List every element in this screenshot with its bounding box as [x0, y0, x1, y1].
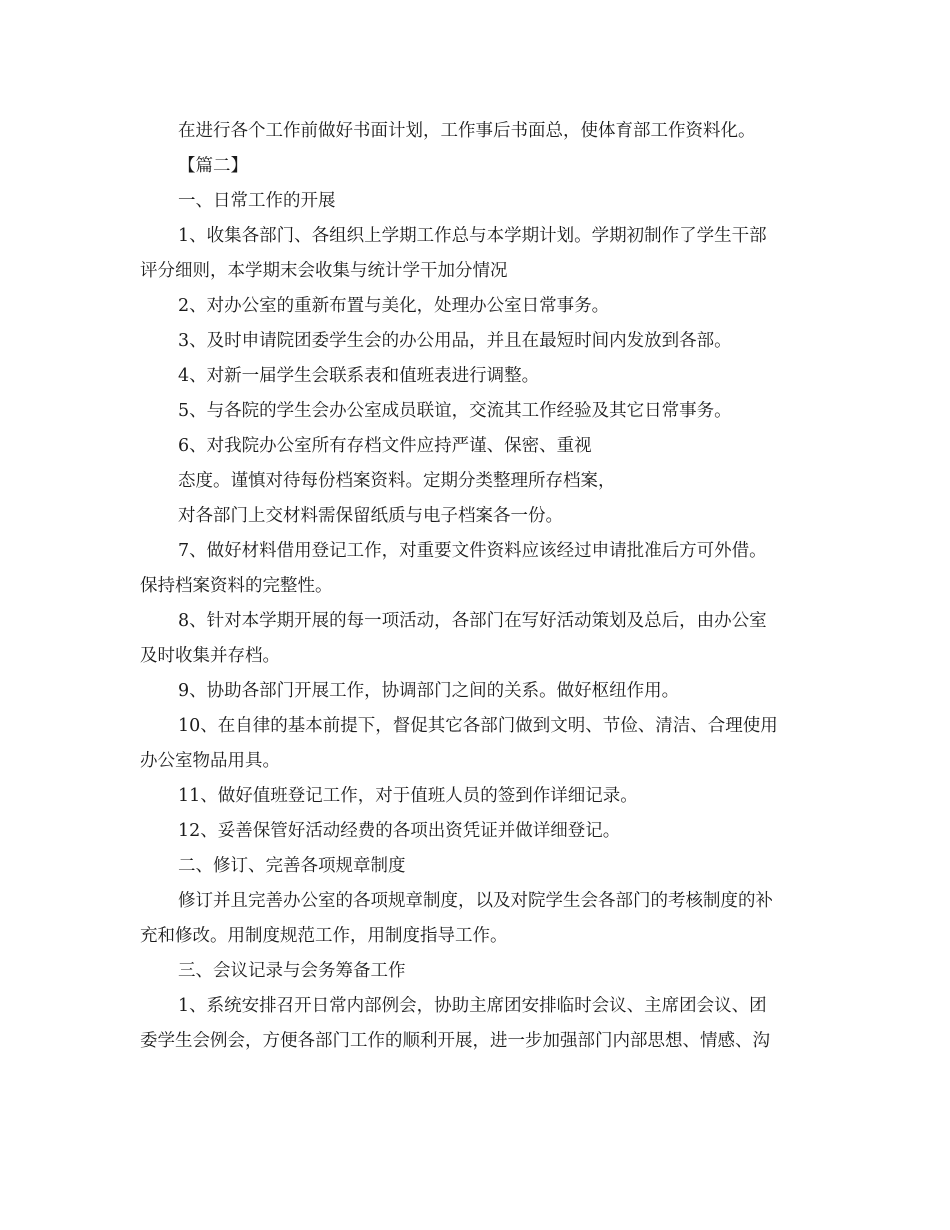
text-line: 充和修改。用制度规范工作，用制度指导工作。 [140, 926, 508, 946]
text-line: 保持档案资料的完整性。 [140, 576, 333, 596]
text-line: 5、与各院的学生会办公室成员联谊，交流其工作经验及其它日常事务。 [178, 401, 732, 421]
text-line: 10、在自律的基本前提下，督促其它各部门做到文明、节俭、清洁、合理使用 [178, 716, 778, 736]
text-line: 2、对办公室的重新布置与美化，处理办公室日常事务。 [178, 296, 610, 316]
text-line: 一、日常工作的开展 [178, 191, 336, 211]
text-line: 1、系统安排召开日常内部例会，协助主席团安排临时会议、主席团会议、团 [178, 996, 767, 1016]
text-line: 三、会议记录与会务筹备工作 [178, 961, 406, 981]
text-line: 6、对我院办公室所有存档文件应持严谨、保密、重视 [178, 436, 592, 456]
text-line: 委学生会例会，方便各部门工作的顺利开展，进一步加强部门内部思想、情感、沟 [140, 1031, 770, 1051]
text-line: 【篇二】 [178, 156, 248, 176]
text-line: 修订并且完善办公室的各项规章制度，以及对院学生会各部门的考核制度的补 [178, 891, 773, 911]
text-line: 9、协助各部门开展工作，协调部门之间的关系。做好枢纽作用。 [178, 681, 680, 701]
text-line: 4、对新一届学生会联系表和值班表进行调整。 [178, 366, 540, 386]
text-line: 二、修订、完善各项规章制度 [178, 856, 406, 876]
text-line: 态度。谨慎对待每份档案资料。定期分类整理所存档案， [178, 471, 616, 491]
text-line: 及时收集并存档。 [140, 646, 280, 666]
text-line: 1、收集各部门、各组织上学期工作总与本学期计划。学期初制作了学生干部 [178, 226, 767, 246]
text-line: 3、及时申请院团委学生会的办公用品，并且在最短时间内发放到各部。 [178, 331, 732, 351]
text-line: 对各部门上交材料需保留纸质与电子档案各一份。 [178, 506, 563, 526]
text-line: 在进行各个工作前做好书面计划，工作事后书面总，使体育部工作资料化。 [178, 121, 756, 141]
text-line: 11、做好值班登记工作，对于值班人员的签到作详细记录。 [178, 786, 638, 806]
text-line: 办公室物品用具。 [140, 751, 280, 771]
text-line: 7、做好材料借用登记工作，对重要文件资料应该经过申请批准后方可外借。 [178, 541, 767, 561]
text-line: 12、妥善保管好活动经费的各项出资凭证并做详细登记。 [178, 821, 621, 841]
text-line: 评分细则，本学期末会收集与统计学干加分情况 [140, 261, 508, 281]
text-line: 8、针对本学期开展的每一项活动，各部门在写好活动策划及总后，由办公室 [178, 611, 767, 631]
document-body [140, 114, 812, 1059]
